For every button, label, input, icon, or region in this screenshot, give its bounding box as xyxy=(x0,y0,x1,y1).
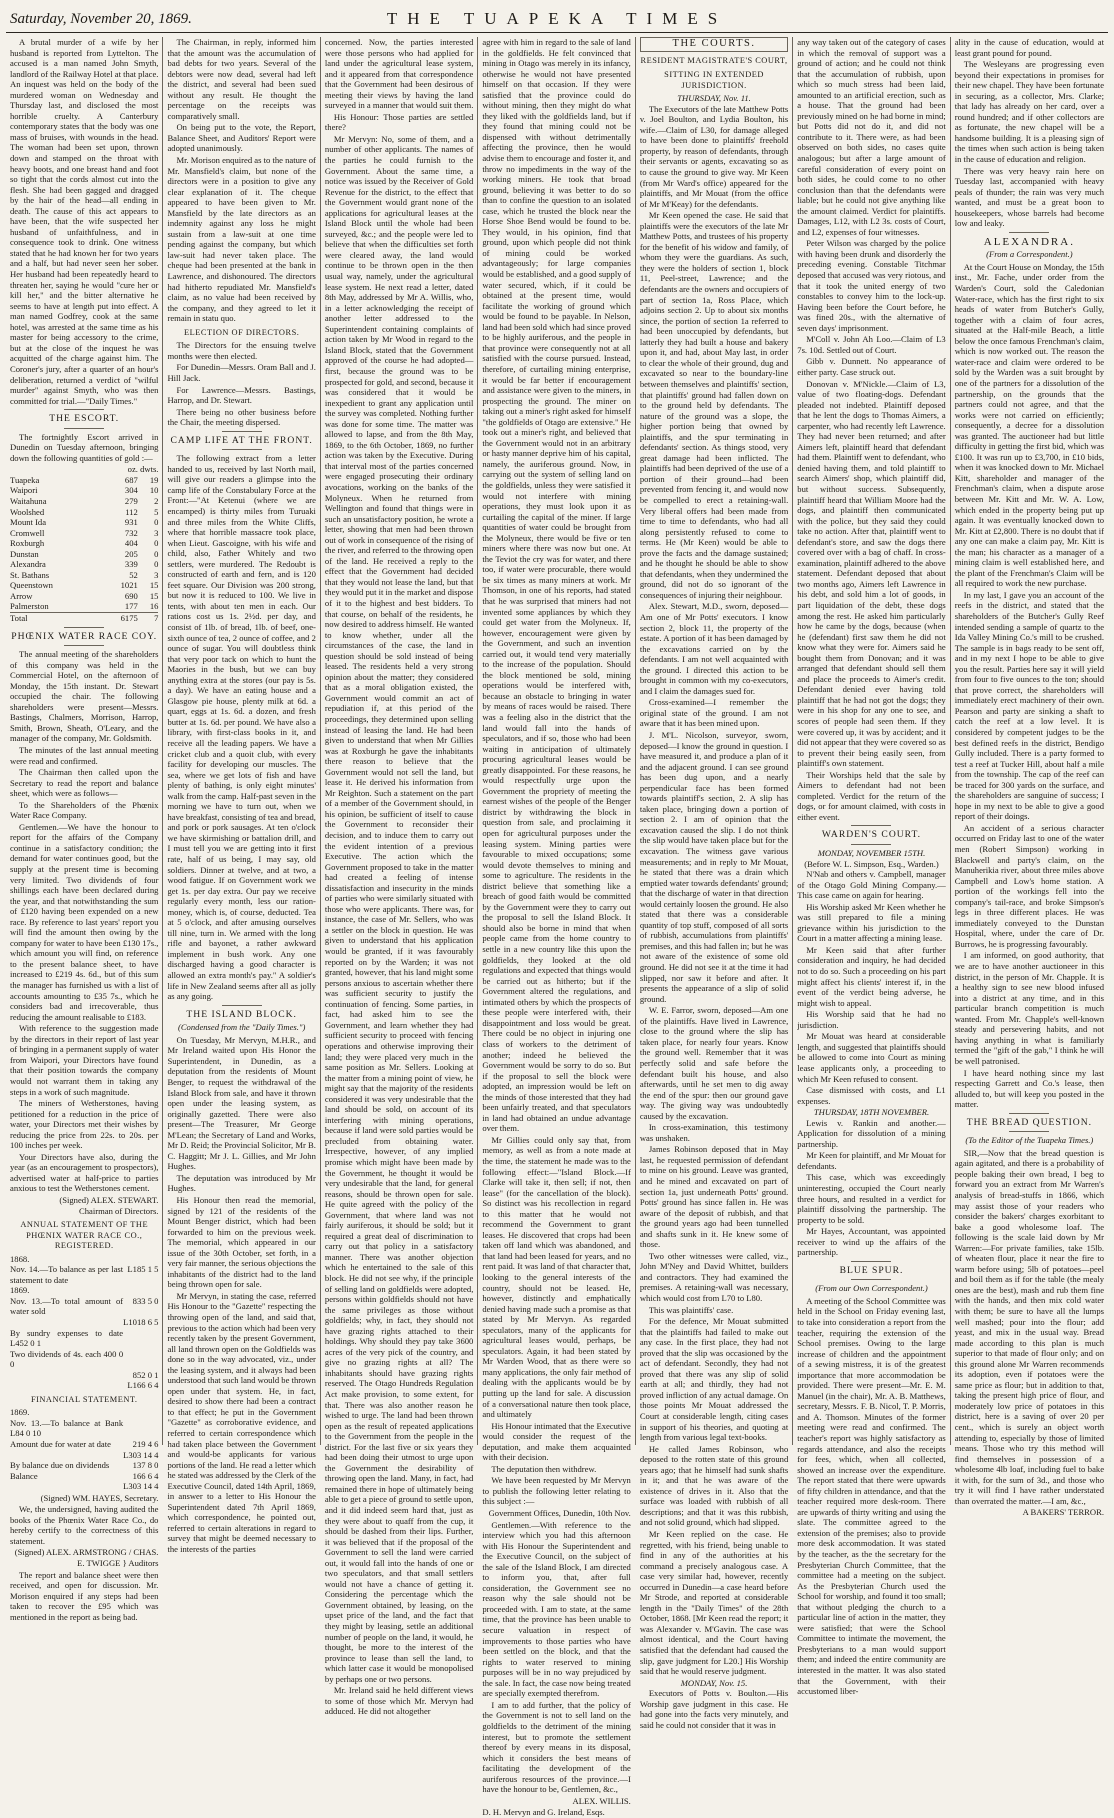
escort-place: Tuapeka xyxy=(10,474,40,485)
warden-para: This case, which was exceedingly uninteresting, occupied the Court nearly three hours, and resulted in a verdict for plaintiff dissolving the partnership. The property to be sold. xyxy=(797,1172,946,1225)
account-item xyxy=(10,1370,123,1381)
island-block-para: concerned. Now, the parties interested were those persons who had applied for land under the agricultural lease system, and it appeared from that correspondence that the Government had been desirous of meeting their views by having the land surveyed in a manner that would suit them. xyxy=(324,37,474,111)
escort-place: Queenstown xyxy=(10,580,53,591)
escort-oz: 304 xyxy=(124,485,138,496)
financial-statement-row xyxy=(10,1439,158,1450)
account-item: Balance xyxy=(10,1470,38,1481)
column-5 xyxy=(636,37,793,1730)
alexandra-para: I have heard nothing since my last respecting Garrett and Co.'s lease, then alluded to, but will keep you posted in the matter. xyxy=(954,1067,1105,1110)
letter-body: Gentlemen.—With reference to the interview which you had this afternoon with His Honour the Superintendent and the Executive Council, on the subject of the sale of the Island Block, I am directed to inform you, that, after full consideration, the Government see no reason why the sale should not be proceeded with. I am to state, at the same time, that the province has been unable to secure valuation in respect of improvements to those parties who have been settled on the block, and that the rights to water reserved to mining purposes will be in no way prejudiced by the sale. In fact, the case now being treated are specially exempted therefrom. xyxy=(482,1519,631,1699)
escort-place: Waitahuna xyxy=(10,495,47,506)
meeting-para: The Chairman, in reply, informed him that the amount was the accumulation of bad debts for two years. Several of the debtors were now dead, several had left the district, and several had been sued without any result. He thought the percentage on the receipts was comparatively small. xyxy=(167,37,316,121)
letter-signature: ALEX. WILLIS. xyxy=(572,1795,631,1806)
account-amount: 833 5 0 xyxy=(132,1295,159,1306)
column-7 xyxy=(951,37,1108,1518)
account-amount: L185 1 5 xyxy=(127,1264,159,1275)
divider xyxy=(222,431,262,432)
island-block-para: His Honour intimated that the Executive would consider the request of the deputation, and make them acquainted with their decision. xyxy=(482,1420,631,1463)
island-block-heading: THE ISLAND BLOCK. xyxy=(186,1008,297,1020)
court-para: J. M'L. Nicolson, surveyor, sworn, deposed—I know the ground in question. I have measured it, and produce a plan of it and the adjacent ground. I can see ground has been dug upon, and a nearly perpendicular face has been formed towards plaintiff's section, 2. A slip has taken place, bringing down a portion of section 2. I am of opinion that the excavation caused the slip. I do not think the slip would have taken place but for the excavation. The witness gave various measurements; and in reply to Mr Mouat, he stated that there was a drain which emptied water towards defendants' ground; that the discharge of water in that direction would certainly loosen the ground. He also stated that there was a considerable quantity of top stuff, composed of all sorts of rubbish, accumulations from plaintiffs' premises, and this had fallen in; but he was not aware of the existence of some old ground. He did not see it at the time it had slipped, nor saw it before and after. It presents the appearance of a slip of solid ground. xyxy=(639,730,789,1004)
account-item: Two dividends of 4s. each 400 0 0 xyxy=(10,1348,124,1370)
divider xyxy=(851,844,891,845)
court-para: any way taken out of the category of cases in which the removal of support was a ground of action; and he could not think that the accumulation of rubbish, upon which so much stress had been laid, amounted to an artificial erection, such as a house. That the ground had been previously mined on he had borne in mind; but Potts did not do it, and did not contribute to it. There were, as had been observed on both sides, no cases quite analogous; but after a large amount of careful consideration of every point on both sides, he could come to no other conclusion than that the defendants were liable; but he could not give anything like the amount claimed. Verdict for plaintiffs. Damages, L12, with L2 3s. costs of Court, and L2, expenses of four witnesses. xyxy=(797,37,946,237)
court-para: Their Worships held that the sale by Aimers to defendant had not been completed. Verdict for the return of the dogs, or for amount claimed, with costs in either event. xyxy=(797,769,946,822)
annual-statement-row xyxy=(10,1349,158,1370)
court-para: Donovan v. M'Nickle.—Claim of L3, value of two floating-dogs. Defendant pleaded not indebted. Plaintiff deposed that he lent the dogs to Thomas Aimers, a carpenter, who had recently left Lawrence. They had never been returned; and after Aimers left, plaintiff heard that defendant had them. Plaintiff went to defendant, who denied having them, and told plaintiff to search Aimers' shop, which plaintiff did, but without success. Subsequently, plaintiff heard that William Moore had the dogs, and plaintiff then communicated with the police, but they said they could take no action. After that, plaintiff went to defendant's store, and saw the dogs there covered over with a bag of chaff. In cross-examination, plaintiff adhered to the above statement. Defendant deposed that about two months ago, Aimers left Lawrence in his debt, and sold him a lot of goods, in part liquidation of the debt, these dogs among the rest. He asked him particularly how he came by the dogs, because (when he (defendant) first saw them he did not know what they were for. Aimers said he bought them from Donovan; and it was arranged that defendant should sell them and place the proceeds to Aimer's credit. Defendant denied ever having told plaintiff that he had not got the dogs; they were in his shop for any one to see, and scores of people had seen them. If they were covered up, it was by accident; and it did not appear that they were covered so as to prevent their being easily seen, from plaintiff's own statement. xyxy=(797,378,946,769)
warden-para: His Worship asked Mr Keen whether he was still prepared to file a mining grievance within his jurisdiction to the Court in a matter affecting a mining lease. xyxy=(797,901,946,944)
warden-para: Mr Keen for plaintiff, and Mr Mouat for defendants. xyxy=(797,1150,946,1171)
court-para: He called James Robinson, who deposed to the rotten state of this ground years ago; that he himself had sunk shafts in it; and that he was aware of the existence of drives in it. Also that the surface was loaded with rubbish of all descriptions; and that it was this rubbish, and not solid ground, which had slipped. xyxy=(639,1443,789,1528)
escort-unit: oz. dwts. xyxy=(127,464,159,475)
escort-oz: 339 xyxy=(124,559,138,570)
election-para: For Lawrence—Messrs. Bastings, Harrop, and Dr. Stewart. xyxy=(167,384,316,406)
annual-statement-row xyxy=(10,1380,158,1391)
bread-question-para: SIR,—Now that the bread question is again agitated, and there is a probability of people baking their own bread, I beg to forward you an extract from Mr Warren's analysis of bread-stuffs in 1866, which may assist those of your readers who consider the bakers' charges exorbitant to bake a good wholesome loaf. The following is the scale laid down by Mr Warren:—For private families, take 15lb. of wheaten flour, place it near the fire to warm before using; 5lb of potatoes—peel and boil them as if for the table (the mealy ones are the best), mash and rub them fine with the hands, and then mix cold water with them; be sure to have all the lumps well mashed; pour into the flour; add yeast, and mix in the usual way. Bread made according to this plan is much superior to that made of flour only; and on this ground alone Mr Warren recommends its adoption, even if potatoes were the same price as flour; but in addition to that, taking the present high price of flour, and moderately low price of potatoes in this district, here is a saving of over 20 per cent., which is surely an object worth attending to, especially by those of limited means. Those who try this method will find themselves in possession of a wholesome 4lb loaf, including fuel to bake it with, for the sum of 3d., and those who try it will find I have rather understated than overrated the matter.—I am, &c., xyxy=(954,1147,1105,1506)
island-block-para: Mr Mervyn: No, some of them, and a number of other applicants. The names of the parties he could furnish to the Government. About the same time, a notice was issued by the Receiver of Gold Revenue for the district, to the effect that the Government would grant none of the applications for agricultural leases at the Island Block until the whole had been surveyed, &c.; and the people were led to believe that when the difficulties set forth were cleared away, the land would continue to be thrown open in the then usual way, namely, under the agricultural lease system. He next read a letter, dated 8th May, addressed by Mr A. Willis, who, in a letter acknowledging the receipt of another letter addressed to the Superintendent containing complaints of action taken by Mr Wood in regard to the Island Block, stated that the Government approved of the course he had adopted—first, because the ground was to be prospected for gold, and second, because it was considered that it would be inexpedient to grant any application until the survey was completed. Nothing further was done for some time. The matter was allowed to lapse, and from the 8th May, 1869, to the 6th October, 1869, no further action was taken by the Executive. During that interval most of the parties concerned were engaged prosecuting their ordinary avocations, working on the banks of the Molyneux. When he returned from Wellington and found that things were in such an unsatisfactory position, he wrote a letter, showing that men had been thrown out of work in consequence of the rising of the river, and referred to the throwing open of the land. He received a reply to the effect that the Government had decided that they would not lease the land, but that they would put it in the market and dispose of it to the highest and best bidders. To that course, on behalf of the residents, he now desired to address himself. He wanted to know whether, under all the circumstances of the case, the land in question should be sold instead of being leased. The residents held a very strong opinion about the matter; they considered that as a moral obligation existed, the Government would commit an act of repudiation if, at this period of the proceedings, they determined upon selling instead of leasing the land. He had been given to understand that when Mr Gillies was at Roxburgh he gave the inhabitants there reason to believe that the Government would not sell the land, but lease it. He derived his information from Mr Reighton. Such a statement on the part of a member of the Government should, in his opinion, be sufficient of itself to cause the Government to reconsider their decision, and to induce them to carry out the evident intention of a previous Executive. The action which the Government proposed to take in the matter had created a feeling of intense dissatisfaction and insecurity in the minds of parties who were similarly situated with those who were applicants. There was, for instance, the case of Mr. Sellers, who was a settler on the block in question. He was given to understand that his application would be granted, if it was favourably reported on by the Warden; it was not granted, however, that his land might some persons anxious to ascertain whether there was sufficient security to justify the continuation of fencing. Some parties, in fact, had asked him to see the Government, and learn whether they had sufficient security to proceed with fencing operations and otherwise improving their land; they were placed very much in the same position as Mr. Sellers. Looking at the matter from a mining point of view, he might say that the majority of the residents considered it was very undesirable that the land should be sold, on account of its interfering with mining operations, because if land were sold parties would be precluded from obtaining water. Irrespective, however, of any implied promise which might have been made by the Government, he thought it would be very undesirable that the land, for general reasons, should be thrown open for sale. He quite agreed with the policy of the Government, that where land was not fairly auriferous, it should be sold; but it required a great deal of discrimination to carry out that policy in a satisfactory manner. There was another objection which he entertained to the sale of this block. He did not see why, if the principle of selling land on goldfields were adopted, persons within goldfields should not have the same privileges as those without goldfields; why, in fact, they should not have grazing rights attached to their holdings. Why should they pay take 3600 acres of the very pick of the country, and give no grazing rights at all? The inhabitants should have grazing rights reserved. The Otago Hundreds Regulation Act make provision, to some extent, for that. There was also another reason he wished to urge. The land had been thrown open as the result of repeated applications to the Government from the people in the district. For the last five or six years they had been doing their utmost to urge upon the Government the desirability of throwing open the land. Many, in fact, had remained there in hope of ultimately being able to get a piece of ground to settle upon, and it did indeed seem hard that, just as they were about to quaff from the cup, it should be dashed from their lips. Further, it was believed that if the proposal of the Government to sell the land were carried out, it would fall into the hands of one or two speculators, and that small settlers would not have a chance of getting it. Considering the percentage which the Government obtained, by leasing, on the upset price of the land, and the fact that they might by leasing, settle an additional number of people on the land, it would, he thought, be more to the interest of the province to lease than sell the land, to which latter case it would be monopolised by perhaps one or two persons. xyxy=(324,133,474,1684)
account-amount xyxy=(123,1328,158,1349)
signature: (Signed) ALEX. STEWART. Chairman of Directors. xyxy=(59,1194,159,1216)
warden-para: Case dismissed with costs, and L1 expenses. xyxy=(797,1085,946,1106)
account-item: 1869. xyxy=(10,1285,30,1296)
escort-place: Dunstan xyxy=(10,548,39,559)
blue-spur-para: ality in the cause of education, would at least grant pound for pound. xyxy=(954,37,1105,58)
court-para: The Executors of the late Matthew Potts v. Joel Boulton, and Lydia Boulton, his wife.—Claim of L30, for damage alleged to have been done to plaintiffs' freehold property, by reason of defendants, through their servants or agents, excavating so as to cause the ground to give way. Mr Keen (from Mr Ward's office) appeared for the plaintiffs, and Mr Mouat (from the office of Mr M'Keay) for the defendants. xyxy=(639,103,789,209)
election-para: For Dunedin—Messrs. Oram Ball and J. Hill Jack. xyxy=(167,362,316,383)
election-para: There being no other business before the Chair, the meeting dispersed. xyxy=(167,406,316,428)
column-4 xyxy=(478,37,635,1818)
escort-oz: 279 xyxy=(124,495,138,506)
financial-statement-heading: FINANCIAL STATEMENT. xyxy=(30,1394,138,1404)
bread-question-heading: THE BREAD QUESTION. xyxy=(966,1116,1093,1128)
courts-heading: THE COURTS. xyxy=(640,37,788,52)
court-para: Mr Keen opened the case. He said that plaintiffs were the executors of the late Mr Matthew Potts, and trustees of his property for the benefit of his widow and family, of whom they were the guardians. As such, they were the holders of section 1, block 11, Peel-street, Lawrence; and the defendants are the owners and occupiers of part of section 1a, Ross Place, which adjoins section 2. Up to about six months since, the portion of section 1a referred to had been unoccupied by defendants, but latterly they had built a house and bakery upon it, and had, about May last, in order to clear the whole of their ground, dug and excavated so near to the boundary-line between themselves and plaintiffs' section, that plaintiffs' ground had fallen down on to the ground held by defendants. The nature of the ground was a slope, the higher portion being that owned by plaintiffs, and the spur terminating in defendants' section. As things stood, very great damage had been inflicted. The plaintiffs had been deprived of the use of a portion of their ground—had been prevented from fencing it, and would now be compelled to erect a retaining-wall. Very liberal offers had been made from time to time to defendants, who had all along persistently refused to come to terms. He (Mr Keen) would be able to prove the facts and the damage sustained; and he thought he should be able to show that defendants, when they undermined the ground, did not do so ignorant of the consequences of injuring their neighbour. xyxy=(639,210,789,600)
escort-dwts: 0 xyxy=(154,548,159,559)
escort-dwts: 3 xyxy=(154,569,159,580)
account-amount xyxy=(123,1349,158,1370)
divider xyxy=(64,645,104,646)
warden-para: Mr Hayes, Accountant, was appointed receiver to wind up the affairs of the partnership. xyxy=(797,1226,946,1258)
letter-recipients: D. H. Mervyn and G. Ireland, Esqs. xyxy=(482,1807,605,1818)
account-amount: L303 14 4 xyxy=(123,1481,159,1492)
auditors-signature: (Signed) ALEX. ARMSTRONG / CHAS. E. TWIGGE } Auditors xyxy=(14,1547,159,1569)
escort-oz: 732 xyxy=(124,527,138,538)
newspaper-title: THE TUAPEKA TIMES xyxy=(386,9,728,28)
phoenix-para: The Chairman then called upon the Secretary to read the report and balance sheet, which were as follows— xyxy=(10,767,159,799)
escort-row xyxy=(10,485,158,496)
warden-para: N'Nab and others v. Campbell, manager of the Otago Gold Mining Company.—This case came on again for hearing. xyxy=(797,869,946,901)
account-amount: L303 14 4 xyxy=(123,1449,159,1460)
account-amount: L166 6 4 xyxy=(127,1380,159,1391)
divider xyxy=(1009,1113,1049,1114)
phoenix-para: The minutes of the last annual meeting were read and confirmed. xyxy=(10,745,159,766)
column-1 xyxy=(6,37,163,1622)
meeting-para: On being put to the vote, the Report, Balance Sheet, and Auditors' Report were adopted unanimously. xyxy=(167,122,316,154)
alexandra-byline: (From a Correspondent.) xyxy=(986,249,1073,260)
financial-statement-table xyxy=(10,1418,158,1492)
alexandra-para: At the Court House on Monday, the 15th inst., Mr. Fache, under order from the Warden's Court, sold the Caledonian Water-race, which has the first right to six heads of water from Butcher's Gully, together with a claim of four acres, situated at the Half-mile Beach, a little below the once famous Frenchman's claim, which is now worked out. The reason the water-race and claim were ordered to be sold by the Warden was a suit brought by one of the partners for a dissolution of the partnership, on the grounds that the partners could not agree, and that the works were not carried on efficiently; consequently, a decree for a dissolution was granted. The auctioneer had but little difficulty in getting the first bid, which was £100. It was run up to £3,700, in £10 bids, when it was knocked down to Mr. Michael Kitt, shareholder and manager of the Frenchman's claim, when a dispute arose between Mr. Kitt and Mr. W. A. Low, which ended in the property being put up again. It was eventually knocked down to Mr. Kitt at £2,800. There is no doubt that if any one can make a claim pay, Mr. Kitt is the man; his character as a manager of a mining claim is well established here, and the plant of the Frenchman's Claim will be all required to work the new purchase. xyxy=(954,261,1105,589)
island-block-source: (Condensed from the "Daily Times.") xyxy=(177,1022,306,1033)
camp-life-heading: CAMP LIFE AT THE FRONT. xyxy=(170,434,313,446)
escort-place: Alexandra xyxy=(10,559,46,570)
phoenix-para: The miners of Wetherstones, having petitioned for a reduction in the price of water, your Directors met their wishes by reducing the price from 22s. to 20s. per 100 inches per week. xyxy=(10,1098,159,1151)
alexandra-para: An accident of a serious character occurred on Friday last to one of the water men (Robert Simpson) working in Blackwell and party's claim, on the Manuherikia river, about three miles above Campbell and Low's home station. A portion of the workings fell into the company's tail-race, and broke Simpson's legs in three different places. He was immediately conveyed to the Dunstan Hospital, where, under the care of Dr. Burrows, he is progressing favourably. xyxy=(954,822,1105,949)
account-item xyxy=(10,1317,123,1328)
court-para: For the defence, Mr Mouat submitted that the plaintiffs had failed to make out any case. In the first place, they had not proved that the slip was occasioned by the act of defendant. Secondly, they had not proved that there was any slip of solid earth at all; and thirdly, they had not proved infliction of any actual damage. On those points Mr Mouat addressed the Court at considerable length, citing cases in support of his theories, and quoting at length from various legal text-books. xyxy=(639,1316,789,1443)
rm-court-heading: RESIDENT MAGISTRATE'S COURT, xyxy=(640,55,788,65)
account-item: By sundry expenses to date L452 0 1 xyxy=(10,1327,124,1349)
escort-row xyxy=(10,549,158,560)
escort-dwts: 0 xyxy=(154,559,159,570)
divider xyxy=(64,428,104,429)
column-6 xyxy=(793,37,950,1697)
annual-statement-row xyxy=(10,1296,158,1317)
annual-statement-heading: ANNUAL STATEMENT OF THE PHŒNIX WATER RACE CO., REGISTERED. xyxy=(20,1220,149,1251)
phoenix-para: The annual meeting of the shareholders of this company was held in the Commercial Hotel, on the afternoon of Monday, the 15th instant. Dr. Stewart occupied the chair. The following shareholders were present—Messrs. Bastings, Chalmers, Morrison, Harrop, Smith, Brown, Sheath, O'Leary, and the manager of the company, Mr. Goldsmith. xyxy=(10,649,159,744)
election-heading: ELECTION OF DIRECTORS. xyxy=(184,327,300,337)
escort-oz: 177 xyxy=(124,601,138,612)
columns xyxy=(6,37,1108,1818)
court-date: THURSDAY, Nov. 11. xyxy=(677,93,751,104)
account-item: Amount due for water at date xyxy=(10,1439,111,1449)
blue-spur-heading: BLUE SPUR. xyxy=(839,1264,904,1276)
financial-statement-row xyxy=(10,1418,158,1439)
blue-spur-byline: (From our Own Correspondent.) xyxy=(815,1283,928,1294)
murder-report: A brutal murder of a wife by her husband is reported from Lyttelton. The accused is a man named John Smyth, landlord of the Railway Hotel at that place. An inquest was held on the body of the murdered woman on Wednesday and Thursday last, and disclosed the most horrible cruelty. A Canterbury contemporary states that the body was one mass of bruises, with wounds in the head. The woman had been set upon, thrown down and stamped on the throat with heavy boots, and one breast hand and foot so tight that the cords almost cut into the flesh. She had been gagged and dragged by the hair of the head—all ending in death. The cause of this act appears to have been, that the wife suspected her husband of unfaithfulness, and in consequence took to drink. One witness stated that he had known her for two years and a half, but had never seen her sober. Her husband had been repeatedly heard to threaten her, saying he would "cure her or kill her," and the bitter alternative he seems to have at length put into effect. A man named Godfrey, cook at the same hotel, was arrested at the same time as his master for being accessory to the crime, but at the close of the inquest he was acquitted of the charge against him. The Coroner's jury, after a quarter of an hour's deliberation, returned a verdict of "wilful murder" against Smyth, who was then committed for trial.—"Daily Times." xyxy=(10,37,159,406)
island-block-para: Mr. Ireland said he held different views to some of those which Mr. Mervyn had adduced. He did not altogether xyxy=(324,1685,474,1717)
account-item: By balance due on dividends xyxy=(10,1460,110,1471)
court-date: MONDAY, Nov. 15. xyxy=(680,1677,748,1688)
island-block-para: His Honour: Those parties are settled there? xyxy=(324,111,474,133)
escort-dwts: 19 xyxy=(149,474,159,485)
escort-place: Roxburgh xyxy=(10,538,45,549)
wardens-court-heading: WARDEN'S COURT. xyxy=(821,829,922,841)
escort-place: Palmerston xyxy=(10,601,49,612)
divider xyxy=(64,409,104,410)
financial-statement-row xyxy=(10,1471,158,1482)
account-amount: 852 0 1 xyxy=(132,1369,159,1380)
phoenix-para: With reference to the suggestion made by the directors in their report of last year of bringing in a permanent supply of water from Waipori, your Directors have found that their position towards the company would not warrant them in taking any steps in a work of such magnitude. xyxy=(10,1023,159,1097)
election-para: The Directors for the ensuing twelve months were then elected. xyxy=(167,340,316,361)
escort-dwts: 10 xyxy=(149,485,159,496)
escort-oz: 404 xyxy=(124,538,138,549)
escort-row xyxy=(10,507,158,518)
court-para: M'Coll v. John Ah Loo.—Claim of L3 7s. 10d. Settled out of Court. xyxy=(797,334,946,355)
escort-dwts: 2 xyxy=(154,495,159,506)
column-3 xyxy=(321,37,478,1717)
divider xyxy=(1009,232,1049,233)
court-para: Gibb v. Dunnett. No appearance of either party. Case struck out. xyxy=(797,356,946,377)
court-para: Executors of Potts v. Boulton.—His Worship gave judgment in this case. He had gone into the facts very minutely, and said he could not consider that it was in xyxy=(639,1688,789,1730)
divider xyxy=(222,449,262,450)
blue-spur-para: A meeting of the School Committee was held in the School on Friday evening last, to take into consideration a report from the teacher, requiring the extension of the School premises. Owing to the large increase of children and the appointment of a sewing mistress, it is of the greatest importance that more accommodation be provided. There were present—Mr. E. M. Manuel (in the chair), Mr. A. B. Matthews, secretary, Messrs. F. B. Nicol, T. P. Morris, and A. Thomson. Minutes of the former meeting were read and confirmed. The teacher's report was highly satisfactory as regards attendance, and also the receipts for fees, which, when all collected, showed an increase over the expenditure. The report stated that there were upwards of fifty children in attendance, and that the teacher required more desk-room. There are upwards of thirty writing and using the slate. The committee agreed to the extension of the premises; also to provide more desk accommodation. It was stated by the teacher, as the the secretary for the Presbyterian Church Committee, that the committee had a meeting on the subject. As the Presbyterian Church used the School for worship, and found it too small; that without pledging the church to a particular line of action in the matter, they were satisfied; that were the School Committee to intimate the movement, the Presbyterians to a man would support them; and indeed the entire community are interested in the matter. It was also stated that the Government, with their accustomed liber- xyxy=(797,1295,946,1697)
account-item: Nov. 13.—To total amount of water sold xyxy=(10,1295,124,1317)
issue-date: Saturday, November 20, 1869. xyxy=(10,10,192,27)
rm-court-subheading: SITTING IN EXTENDED JURISDICTION. xyxy=(664,70,764,90)
escort-row xyxy=(10,570,158,581)
secretary-signature: (Signed) WM. HAYES, Secretary. xyxy=(40,1492,159,1503)
phoenix-para: To the Shareholders of the Phœnix Water Race Company. xyxy=(10,799,159,821)
financial-year: 1869. xyxy=(10,1407,30,1418)
warden-para: Mr Mouat was heard at considerable length, and suggested that plaintiffs should be allowed to come into Court as mining lease applicants only, a proceeding to which Mr Keen refused to consent. xyxy=(797,1031,946,1084)
court-para: James Robinson deposed that in May last, he requested permission of defendant to mine on his ground. Leave was granted, and he mined and excavated on part of section 1a, just underneath Potts' ground. Potts' ground has since fallen in. He was aware of the deposit of rubbish, and that the ground years ago had been tunnelled and shafts sunk in it. He knew some of those. xyxy=(639,1144,789,1250)
island-block-para: The deputation was introduced by Mr Hughes. xyxy=(167,1172,316,1194)
escort-row xyxy=(10,496,158,507)
financial-statement-row xyxy=(10,1481,158,1492)
alexandra-para: In my last, I gave you an account of the reefs in the district, and stated that the shareholders of the Butcher's Gully Reef intended sending a sample of quartz to the Ida Valley Mining Co.'s mill to be crushed. The sample is in bags ready to be sent off, and in my next I hope to be able to give you the result. Parties here say it will yield from four to five ounces to the ton; should that prove correct, the shareholders will immediately erect machinery of their own. Pearson and party are sinking a shaft to catch the reef at a low level. It is considered by competent judges to be the best defined reefs in the district, Bendigo Gully included. There is a party formed to test a reef at Tucker Hill, about half a mile from the township. The cap of the reef can be traced for 300 yards on the surface, and the shareholders are sanguine of success; I hope in my next to be able to give a good report of their doings. xyxy=(954,589,1105,822)
annual-year: 1868. xyxy=(10,1253,30,1264)
island-block-para: The deputation then withdrew. xyxy=(491,1463,597,1474)
escort-heading: THE ESCORT. xyxy=(49,413,120,425)
divider xyxy=(851,1261,891,1262)
account-amount xyxy=(123,1418,158,1439)
audit-statement: We, the undersigned, having audited the books of the Phœnix Water Race Co., do hereby certify to the correctness of this statement. xyxy=(10,1504,159,1546)
divider xyxy=(851,825,891,826)
island-block-para: agree with him in regard to the sale of land in the goldfields. He felt convinced that mining in Otago was merely in its infancy, otherwise he would not have presented himself on that occasion. If they were satisfied that the province could do without mining, then they might do what they liked with the goldfields land, but if they found that mining could not be dispensed with without detrimentally affecting the province, then he would advise them to encourage and foster it, and throw no impediments in the way of the working miners. He took that broad ground, believing it was better to do so than to confine the question to an isolated case, which he trusted the block near the Horse Shoe Bend would be found to be. They would, in his opinion, find that ground, upon which people did not think of mining could be worked advantageously; for large companies would be established, and a good supply of water secured, which, if it could be obtained at the present time, would facilitate the working of ground which would be found to be payable. In Nelson, land had been sold which had since proved to be highly auriferous, and the people in that province were consequently not at all satisfied with the course pursued. Instead, therefore, of curtailing mining enterprise, it would be far better if encouragement and assistance were given to the miners, in prospecting the ground. The miner on taking out a miner's right asked for himself "the goldfields of Otago are extensive." He took out a miner's right, and believed that the Government would not in an arbitrary or hasty manner deprive him of his capital, namely, the auriferous ground. Now, in carrying out the system of selling land on the goldfields, unless they were satisfied it would not interfere with mining operations, they must look upon it as curtailing the capital of the miner. If large quantities of water could be brought from the Molyneux, there would be five or ten miners where there was now but one. At the Teviot the cry was for water, and there too, if water were procurable, there would be six times as many miners at work. Mr Thomson, in one of his reports, had stated that he was surprised that miners had not invented some appliances by which they could get water from the Molyneux. If, however, encouragement were given by the Government, and such an invention carried out, it would tend very materially to the increase of the population. Should the block mentioned be sold, mining operations would be interfered with, because an obstacle to bringing in water by means of races would be raised. There was a feeling also in the district that the land would fall into the hands of speculators, and if so, those who had been waiting in anticipation of ultimately procuring agricultural leases would be greatly disappointed. For these reasons, he would respectfully urge upon the Government the propriety of meeting the earnest wishes of the people of the Benger district by withdrawing the block in question from sale, and proclaiming it open for agricultural purposes under the leasing system. Mining parties were favourable to mixed occupations; some would devote themselves to mining and some to agriculture. The residents in the district believe that something like a breach of good faith would be committed by the Government were they to carry out the proposal to sell the Island Block. It should also be borne in mind that when people came from the home country to settle in a new country like this upon the goldfields, they looked at the old regulations and expected that things would be carried out as hitherto; but if the Government altered the regulations, and intimated others by which the prospects of these people were interfered with, their disappointment and loss would be great. There could be no object in injuring one class of workers to the detriment of another; indeed he believed the Government would be sorry to do so. But if the proposal to sell the block were adopted, an impression would be left on the minds of those interested that they had been unfairly treated, and that speculators in land had obtained an undue advantage over them. xyxy=(482,37,631,1134)
island-block-para: Mr Gillies could only say that, from memory, as well as from a note made at the time, the statement he made was to the following effect:—"Island Block.—If Clarke will take it, then sell; if not, then lease" (for the cancellation of the block). So distinct was his recollection in regard to this matter that he would not recommend the Government to grant leases. He discovered that crops had been taken off land which was abandoned, and that land had been leased for years, and no rent paid. It was land of that character that, looking to the general interests of the country, should not be leased. He, however, distinctly and emphatically denied having made such a promise as that stated by Mr Mervyn. As regarded speculators, many of the applicants for agricultural leases would, perhaps, be speculators. Again, it had been stated by Mr Warden Wood, that as there were so many applications, the only fair method of dealing with the applicants would be by putting up the land for sale. A discussion of a conversational nature then took place, and ultimately xyxy=(482,1134,631,1420)
escort-intro: The fortnightly Escort arrived in Dunedin on Tuesday afternoon, bringing down the following quantities of gold :— xyxy=(10,431,159,463)
escort-total-label: Total xyxy=(10,612,96,623)
meeting-para: Mr. Morison enquired as to the nature of Mr. Mansfield's claim, but none of the directors were in a position to give any clear explanation of it. The cheque appeared to have been given to Mr. Mansfield by the late directors as an indemnity against any loss he might sustain from a law-suit at one time pending against the company, but which law-suit had never taken place. The cheque had been presented at the bank in Lawrence, and dishonoured. The directors had hitherto repudiated Mr. Mansfield's claim, as no value had been received by the company, and they agreed to let it remain in statu quo. xyxy=(167,155,316,324)
escort-total-dwts: 7 xyxy=(138,612,159,623)
camp-life-para: The following extract from a letter handed to us, received by last North mail, will give our readers a glimpse into the camp life of the Constabulary Force at the Front:—"At Ketenui (where we are encamped) is thirty miles from Turuaki and three miles from the White Cliffs, where that horrible massacre took place, when Lieut. Gascoigne, with his wife and child, also, Father Whitely and two settlers, were murdered. The Redoubt is constructed of earth and fern, and is 120 feet square. Our Division was 200 strong, but now it is reduced to 100. We live in tents, with about ten men in each. Our rations cost us 1s. 2½d. per day, and consist of 1lb. of bread, 1lb. of beef, one-sixth ounce of tea, 2 ounce of coffee, and 2 ounce of sugar. You will doubtless think that very poor tack on which to hunt the Maories in the bush, but we can buy anything extra at the stores (our pay is 5s. a day). We have an eating house and a Glasgow pie house, plenty milk at 6d. a quart, eggs at 1s. 6d. a dozen, and fresh butter at 1s. 6d. per pound. We have also a library, with first-class books in it, and receive all the leading papers. We have a cricket club and a quoit club, with every facility for developing our muscles. The sea, where we get lots of fish and have plenty of bathing, is only eight minutes' walk from the camp. Half-past seven in the morning we have to turn out, when we have breakfast, consisting of tea and bread, and pork or pork sausages. At ten o'clock we have skirmishing or battalion drill, and I must tell you we are getting into it first rate, half of us being, I may say, old soldiers. Dinner at twelve, and at two, a wood fatigue. If on Government work we get 1s. per day extra. Our pay we receive regularly every month, less our ration-money, which is, of course, deducted. Tea at 5 o'clock, and after amusing ourselves till nine, turn in. We armed with the long rifle and bayonet, a rather awkward implement in bush work. Any one discharged having a good character is allowed an extra month's pay." A soldier's life in New Zealand seems after all as jolly as any going. xyxy=(167,453,316,1002)
escort-place: Waipori xyxy=(10,485,38,496)
warden-para: Lewis v. Rankin and another.—Application for dissolution of a mining partnership. xyxy=(797,1117,946,1149)
escort-row xyxy=(10,538,158,549)
alexandra-heading: ALEXANDRA. xyxy=(983,235,1075,248)
escort-row xyxy=(10,517,158,528)
discussion-para: The report and balance sheet were then received, and open for discussion. Mr. Morison enquired if any steps had been taken to recover the £95 which was mentioned in the report as being bad. xyxy=(10,1569,159,1622)
escort-place: St. Bathans xyxy=(10,569,50,580)
account-item xyxy=(10,1380,123,1391)
annual-statement-row xyxy=(10,1317,158,1328)
court-date: MONDAY, NOVEMBER 15TH. xyxy=(817,848,926,859)
alexandra-para: I am informed, on good authority, that we are to have another auctioneer in this district, in the person of Mr. Chapple. It is a healthy sign to see new blood infused into a district at any time, and in this particular branch competition is much wanted. From Mr. Chapple's well-known steady and persevering habits, and not having anything in what is familiarly termed the "gift of the gab," I think he will be well patronised. xyxy=(954,950,1105,1066)
island-block-para: On Tuesday, Mr Mervyn, M.H.R., and Mr Ireland waited upon His Honor the Superintendent, in Dunedin, as a deputation from the residents of Mount Benger, to request the withdrawal of the Island Block from sale, and have it thrown open under the leasing system, as originally gazetted. There were also present—The Treasurer, Mr George M'Lean; the Secretary of Land and Works, Mr D. Reid; the Provincial Solicitor, Mr B. C. Haggitt; Mr J. L. Gillies, and Mr John Hughes. xyxy=(167,1034,316,1172)
escort-place: Woolshed xyxy=(10,506,45,517)
court-para: Cross-examined—I remember the original state of the ground. I am not aware that it has been mined upon. xyxy=(639,697,789,729)
account-item xyxy=(10,1481,123,1492)
escort-dwts: 0 xyxy=(154,517,159,528)
escort-dwts: 15 xyxy=(149,590,159,601)
account-item: Nov. 14.—To balance as per last statement to date xyxy=(10,1264,124,1285)
letter-body: I am to add further, that the policy of the Government is not to sell land on the goldfields to the detriment of the mining interest, but to promote the settlement thereof by every means in its disposal, which it considers the best means of facilitating the development of the auriferous resources of the province.—I have the honour to be, Gentlemen, &c., xyxy=(482,1699,631,1795)
phoenix-para: Gentlemen.—We have the honour to report for the affairs of the Company continue in a satisfactory condition; the demand for water continues good, but the supply at the present time is becoming very limited. Two dividends of four shillings each have been declared during the year, and that notwithstanding the sum of £120 having been expended on a new race. By reference to last years' report you will find the amount then owing by the company for water to have been £130 17s., which amount you will find, on reference to the present balance sheet, to have increased to £219 4s. 6d., but of this sum the manager has furnished us with a list of accounts amounting to £35 7s., which he considers bad and irrecoverable, thus reducing the amount realisable to £183. xyxy=(10,821,159,1022)
account-amount: 137 8 0 xyxy=(132,1460,159,1471)
warden-para: His Worship said that he had no jurisdiction. xyxy=(797,1009,946,1030)
escort-row xyxy=(10,559,158,570)
annual-statement-row xyxy=(10,1328,158,1349)
escort-row xyxy=(10,601,158,612)
court-para: Two other witnesses were called, viz., John M'Ney and David Whittet, builders and contractors. They had examined the premises. A retaining-wall was necessary, which would cost from L70 to L80. xyxy=(639,1250,789,1303)
escort-total-oz: 6175 xyxy=(96,612,137,623)
escort-oz: 112 xyxy=(125,506,138,517)
warden-para: Mr Keen said that after further consideration and inquiry, he had decided not to do so. Such a proceeding on his part might affect his clients' interest if, in the event of the verdict being adverse, he might wish to appeal. xyxy=(797,944,946,1008)
escort-place: Arrow xyxy=(10,590,33,601)
account-amount xyxy=(123,1285,158,1296)
divider xyxy=(851,1279,891,1280)
escort-row xyxy=(10,528,158,539)
escort-oz: 690 xyxy=(124,590,138,601)
island-block-para: His Honour then read the memorial, signed by 121 of the residents of the Mount Benger district, which had been forwarded to him on the previous week. The memorial, which appeared in our issue of the 30th October, set forth, in a very fair manner, the serious objections the inhabitants of the district had to the land being thrown open for sale. xyxy=(167,1194,316,1290)
escort-oz: 52 xyxy=(129,569,138,580)
annual-statement-row xyxy=(10,1370,158,1381)
escort-place: Cromwell xyxy=(10,527,45,538)
escort-row xyxy=(10,580,158,591)
annual-statement-table xyxy=(10,1264,158,1391)
escort-oz: 1021 xyxy=(120,580,138,591)
account-item: Nov. 13.—To balance at Bank L84 0 10 xyxy=(10,1417,124,1439)
court-para: This was plaintiffs' case. xyxy=(648,1304,734,1315)
court-para: Peter Wilson was charged by the police with having been drunk and disorderly the preceding evening. Constable Titchmar deposed that accused was very riotous, and that it took the united energy of two constables to convey him to the lock-up. Having been before the Court before, he was fined 20s., with the alternative of seven days' imprisonment. xyxy=(797,238,946,333)
escort-row xyxy=(10,591,158,602)
letter-address: Government Offices, Dunedin, 10th Nov. xyxy=(488,1508,631,1519)
escort-dwts: 3 xyxy=(154,527,159,538)
blue-spur-para: There was very heavy rain here on Tuesday last, accompanied with heavy peals of thunder; the rain was very much wanted, and must be a great boon to housekeepers, whose barrels had become low and leaky. xyxy=(954,165,1105,229)
annual-statement-row xyxy=(10,1264,158,1285)
bread-question-address: (To the Editor of the Tuapeka Times.) xyxy=(965,1135,1094,1146)
account-amount: L1018 6 5 xyxy=(123,1316,159,1327)
account-amount: 166 6 4 xyxy=(132,1470,159,1481)
financial-statement-row xyxy=(10,1460,158,1471)
column-2 xyxy=(163,37,320,1555)
phoenix-para: Your Directors have also, during the year (as an encouragement to prospectors), advertised water at half-price to parties anxious to test the Wetherstones cement. xyxy=(10,1151,159,1194)
bread-question-signature: A BAKERS' TERROR. xyxy=(1022,1507,1105,1518)
escort-oz: 205 xyxy=(124,548,138,559)
account-amount: 219 4 6 xyxy=(132,1439,159,1449)
phoenix-heading: PHŒNIX WATER RACE COY. xyxy=(11,630,158,642)
masthead xyxy=(6,6,1108,33)
divider xyxy=(1009,1131,1049,1132)
escort-table xyxy=(10,464,158,623)
escort-dwts: 5 xyxy=(154,506,159,517)
escort-place: Mount Ida xyxy=(10,517,47,528)
blue-spur-para: The Wesleyans are progressing even beyond their expectations in promises for their new chapel. They have been fortunate in securing, as a collector, Mrs. Clarke; that lady has already on her card, over a round hundred; and if other collectors are as fortunate, the new chapel will be a handsome building. It is a pleasing sign of the times when such action is being taken in the cause of education and religion. xyxy=(954,59,1105,165)
financial-statement-row xyxy=(10,1450,158,1461)
escort-dwts: 0 xyxy=(154,538,159,549)
warden-presiding: (Before W. L. Simpson, Esq., Warden.) xyxy=(804,858,939,869)
escort-oz: 931 xyxy=(124,517,138,528)
court-para: In cross-examination, this testimony was unshaken. xyxy=(639,1122,789,1143)
escort-dwts: 16 xyxy=(149,601,159,612)
court-para: W. E. Farror, sworn, deposed—Am one of the plaintiffs. Have lived in Lawrence, close to the ground where the slip has taken place, for nearly four years. Know the ground well. Remember that it was perfectly solid and safe before the defendant built his house, and also afterwards, until he set men to dig away the end of the spur: then our ground gave way. The giving way was undoubtedly caused by the excavation. xyxy=(639,1005,789,1121)
escort-row xyxy=(10,475,158,486)
account-item xyxy=(10,1450,123,1461)
court-para: Alex. Stewart, M.D., sworn, deposed—Am one of Mr Potts' executors. I know section 2, block 11, the property of the estate. A portion of it has been damaged by the excavations carried on by the defendants. I am not well acquainted with the ground. I directed this action to be brought in common with my co-executors, and I claim the damages sued for. xyxy=(639,601,789,696)
escort-oz: 687 xyxy=(124,474,138,485)
annual-statement-row xyxy=(10,1285,158,1296)
divider xyxy=(64,627,104,628)
island-block-para: We have been requested by Mr Mervyn to publish the following letter relating to this subject :— xyxy=(482,1475,631,1507)
divider xyxy=(222,1005,262,1006)
island-block-para: Mr Mervyn, in stating the case, referred His Honour to the "Gazette" respecting the throwing open of the land, and said that, previous to the action which had been very recently taken by the present Government, all land thrown open on the Goldfields was done so in the way advocated, viz., under the leasing system, and it always had been understood that such land would be thrown open under that system. He, in fact, desired to show there had been a contract to that effect; he put in the Government "Gazette" as corroborative evidence, and referred to certain correspondence which had taken place between the Government and would-be applicants for various portions of the land. He read a letter which he stated was addressed by the Clerk of the Executive Council, dated 14th April, 1869, in answer to a letter to His Honour the Superintendent dated 7th April 1869, which correspondence, he pointed out, referred to certain alterations in regard to survey that might be deemed necessary to the interests of the parties xyxy=(167,1290,316,1555)
court-date: THURSDAY, 18TH NOVEMBER. xyxy=(813,1107,930,1118)
escort-dwts: 15 xyxy=(149,580,159,591)
court-para: Mr Keen replied on the case. He regretted, with his friend, being unable to find in any of the authorities at his command a precisely analogous case. A case very similar had, however, recently occurred in Dunedin—a case heard before Mr Strode, and reported at considerable length in the "Daily Times" of the 28th October, 1868. [Mr Keen read the report; it was Alexander v. M'Gavin. The case was almost identical, and the Court having satisfied that the defendant had caused the slip, gave judgment for L20.] His Worship said that he would reserve judgment. xyxy=(639,1529,789,1677)
